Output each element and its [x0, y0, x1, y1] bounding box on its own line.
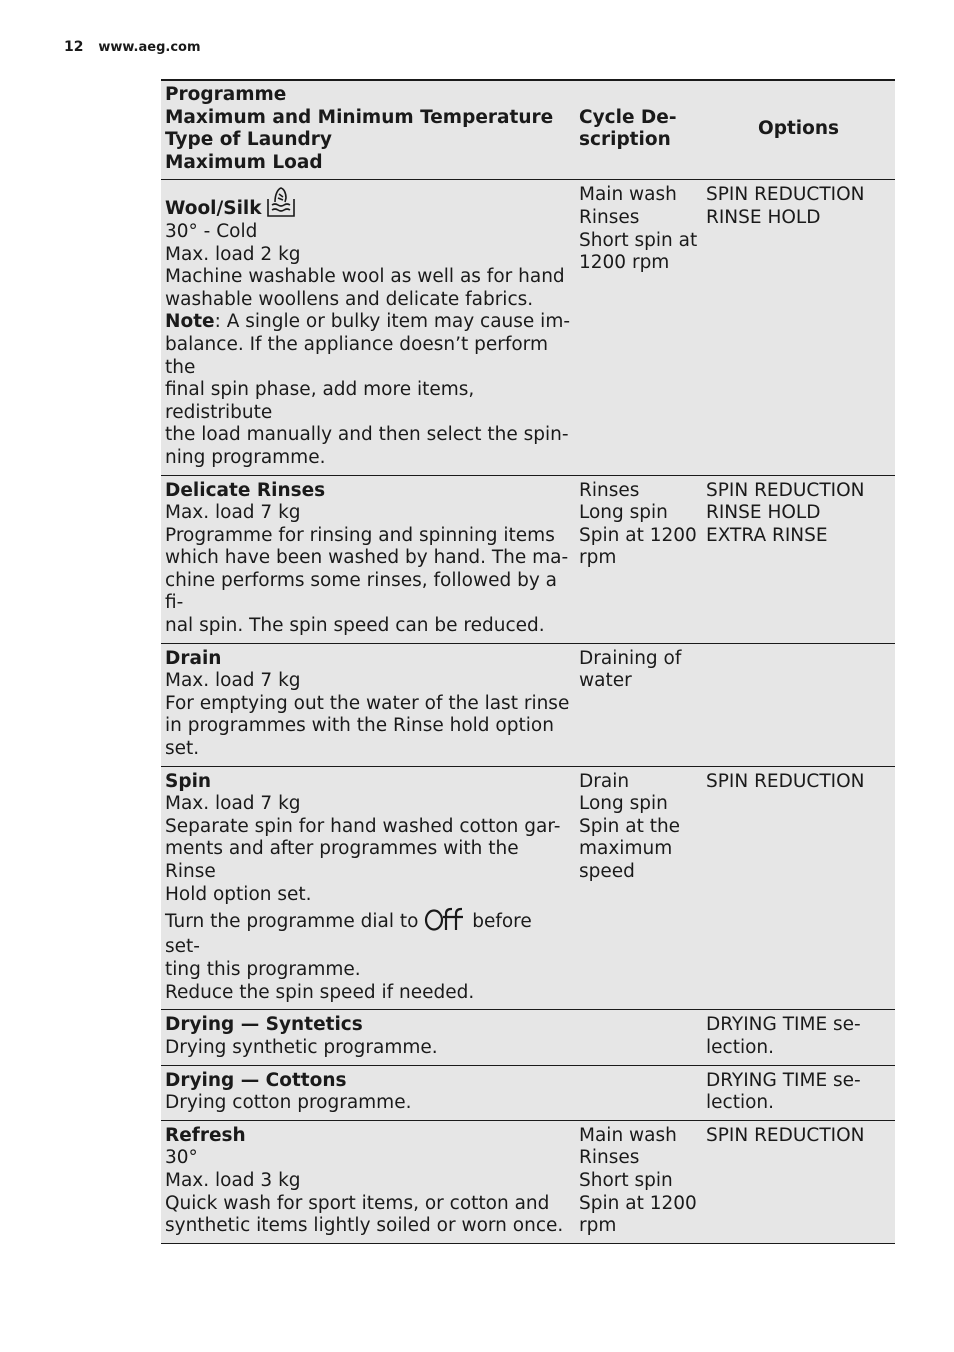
options-cell: SPIN REDUCTION: [706, 1124, 865, 1146]
note-label: Note: [165, 311, 215, 333]
cycle-cell: Main wash Rinses Short spin at 1200 rpm: [579, 184, 698, 274]
options-cell: SPIN REDUCTION RINSE HOLD: [706, 184, 865, 228]
programme-name: Wool/Silk: [165, 198, 262, 220]
cycle-cell: Rinses Long spin Spin at 1200 rpm: [579, 479, 697, 569]
table-row: [161, 1010, 895, 1065]
page-url: www.aeg.com: [98, 40, 201, 55]
table-row: [161, 475, 895, 643]
off-symbol-icon: [424, 906, 466, 932]
cycle-cell: Main wash Rinses Short spin Spin at 1200 rpm: [579, 1124, 697, 1237]
programme-name: Spin: [165, 770, 212, 792]
options-cell: [702, 643, 895, 766]
programme-table: [161, 79, 895, 1244]
table-row: [161, 643, 895, 766]
header-programme: Programme Maximum and Minimum Temperature Type of Laundry Maximum Load: [165, 84, 554, 173]
cycle-cell: Drain Long spin Spin at the maximum speed: [579, 770, 681, 882]
page-number: 12: [64, 39, 84, 55]
programme-cell: Refresh 30° Max. load 3 kg Quick wash for sport items, or cotton and synthetic items lightly soiled or worn once.: [161, 1120, 575, 1243]
table-row: [161, 766, 895, 1010]
programme-cell: Spin Max. load 7 kg Separate spin for hand washed cotton gar- ments and after programmes with the Rinse Hold option set. Turn the programme dial to before set- ting this programme. Reduce the spin speed if needed.: [161, 766, 575, 1010]
options-cell: SPIN REDUCTION RINSE HOLD EXTRA RINSE: [706, 479, 865, 546]
header-cycle-description: Cycle De- scription: [579, 106, 677, 151]
programme-cell: Wool/Silk 30° - Cold Max. load 2 kg Machine washable wool as well as for hand washable woollens and delicate fabrics. Note: A single or bulky item may cause im- balance. If the appliance doesn’t perform the final spin phase, add more items, redistribute the load manually and then select the spin- ning programme.: [161, 180, 575, 475]
cycle-cell: Draining of water: [579, 647, 682, 692]
programme-name: Delicate Rinses: [165, 479, 326, 501]
cycle-cell: [575, 1010, 702, 1065]
programme-cell: Drain Max. load 7 kg For emptying out the water of the last rinse in programmes with the Rinse hold option set.: [165, 647, 570, 760]
table-header-row: [161, 80, 895, 180]
options-cell: SPIN REDUCTION: [706, 770, 865, 792]
programme-name: Drying — Syntetics: [165, 1014, 363, 1036]
programme-cell: Drying — Cottons Drying cotton programme.: [161, 1065, 575, 1120]
programme-name: Drying — Cottons: [165, 1069, 347, 1091]
table-row: [161, 1120, 895, 1243]
cycle-cell: [575, 1065, 702, 1120]
hand-wash-icon: [266, 186, 296, 218]
options-cell: DRYING TIME se- lection.: [706, 1069, 861, 1114]
table-row: [161, 180, 895, 475]
programme-name: Refresh: [165, 1124, 246, 1146]
programme-cell: Drying — Syntetics Drying synthetic programme.: [161, 1010, 575, 1065]
programme-cell: Delicate Rinses Max. load 7 kg Programme for rinsing and spinning items which have been washed by hand. The ma- chine performs some rinses, followed by a fi- nal spin. The spin speed can be reduced.: [161, 475, 575, 643]
table-row: [161, 1065, 895, 1120]
programme-name: Drain: [165, 647, 222, 669]
header-options: Options: [757, 117, 840, 139]
options-cell: DRYING TIME se- lection.: [706, 1014, 861, 1058]
page-header: [64, 39, 201, 55]
